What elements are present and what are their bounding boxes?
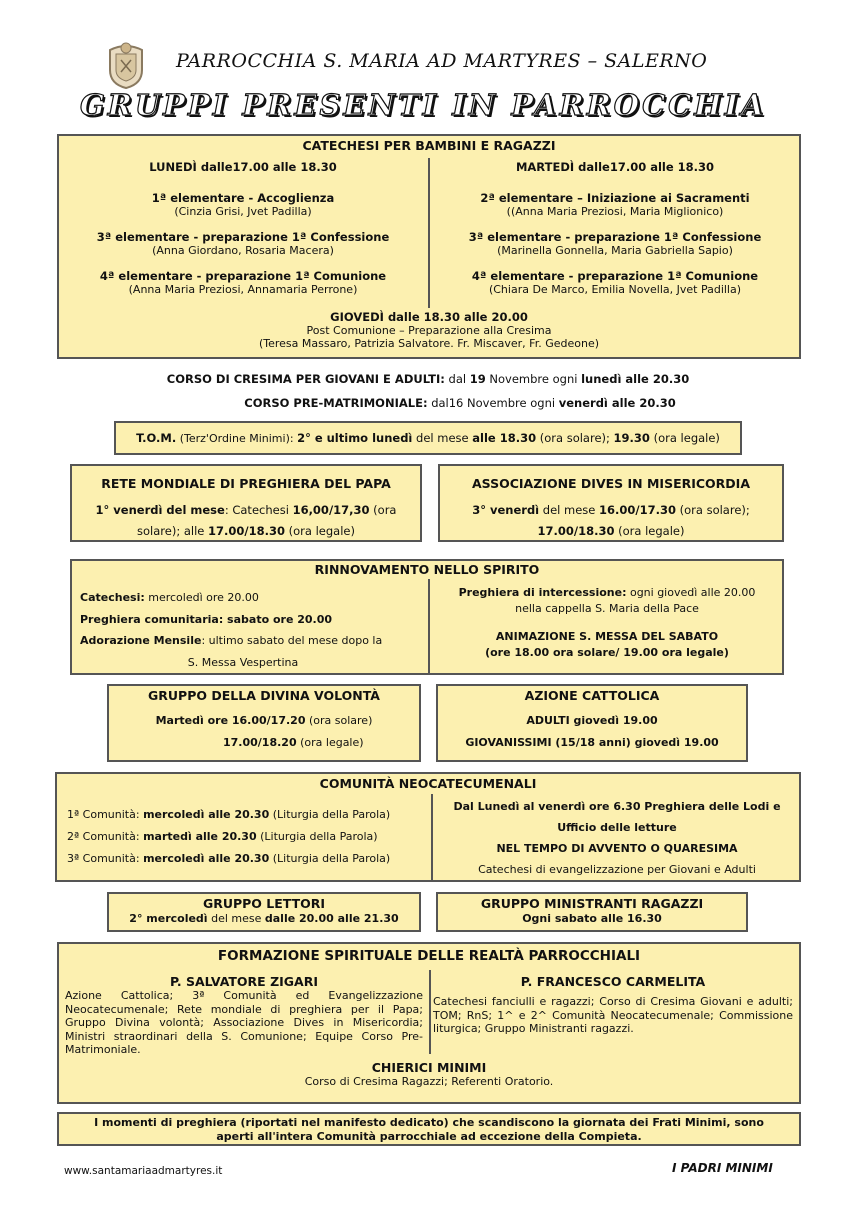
catechesi-right-item: 2ª elementare – Iniziazione ai Sacramenti [480,191,750,205]
azione-cattolica-box: AZIONE CATTOLICA ADULTI giovedì 19.00 GIOVANISSIMI (15/18 anni) giovedì 19.00 [436,684,748,762]
formazione-box: FORMAZIONE SPIRITUALE DELLE REALTÀ PARROCCHIALI P. SALVATORE ZIGARI Azione Cattolica; 3ª Comunità ed Evangelizzazione Neocatecumenale; Rete mondiale di preghiera per il Papa; Gruppo Divina volontà; Associazione Dives in Misericordia; Ministri straordinari della S. Comunione; Equipe Corso Pre-Matrimoniale. P. FRANCESCO CARMELITA Catechesi fanciulli e ragazzi; Corso di Cresima Giovani e adulti; TOM; RnS; 1^ e 2^ Comunità Neocatecumenale; Commissione liturgica; Gruppo Ministranti ragazzi. CHIERICI MINIMI Corso di Cresima Ragazzi; Referenti Oratorio. [57,942,801,1104]
rete-box: RETE MONDIALE DI PREGHIERA DEL PAPA 1° venerdì del mese: Catechesi 16,00/17,30 (ora solare); alle 17.00/18.30 (ora legale) [70,464,422,542]
catechesi-left-item: 1ª elementare - Accoglienza [151,191,335,205]
dives-box: ASSOCIAZIONE DIVES IN MISERICORDIA 3° venerdì del mese 16.00/17.30 (ora solare); 17.00/18.30 (ora legale) [438,464,784,542]
catechesi-left-item: 4ª elementare - preparazione 1ª Comunione [99,269,387,283]
neocat-row: 3ª Comunità: mercoledì alle 20.30 (Liturgia della Parola) [67,852,391,865]
catechesi-left: LUNEDÌ dalle17.00 alle 18.30 1ª elementare - Accoglienza (Cinzia Grisi, Jvet Padilla) 3ª elementare - preparazione 1ª Confessione (Anna Giordano, Rosaria Macera) 4ª elementare - preparazione 1ª Comunione (Anna Maria Preziosi, Annamaria Perrone) [59,160,427,296]
corso-cresima: CORSO DI CRESIMA PER GIOVANI E ADULTI: dal 19 Novembre ogni lunedì alle 20.30 [166,372,690,386]
lettori-box: GRUPPO LETTORI 2° mercoledì del mese dalle 20.00 alle 21.30 [107,892,421,932]
neocatecumenali-box: COMUNITÀ NEOCATECUMENALI 1ª Comunità: mercoledì alle 20.30 (Liturgia della Parola) 2ª Comunità: martedì alle 20.30 (Liturgia della Parola) 3ª Comunità: mercoledì alle 20.30 (Liturgia della Parola) Dal Lunedì al venerdì ore 6.30 Preghiera delle Lodi e Ufficio delle letture NEL TEMPO DI AVVENTO O QUARESIMA Catechesi di evangelizzazione per Giovani e Adulti [55,772,801,882]
neocat-row: 2ª Comunità: martedì alle 20.30 (Liturgia della Parola) [67,830,378,843]
catechesi-right-item: 4ª elementare - preparazione 1ª Comunione [471,269,759,283]
ministranti-box: GRUPPO MINISTRANTI RAGAZZI Ogni sabato alle 16.30 [436,892,748,932]
catechesi-title: CATECHESI PER BAMBINI E RAGAZZI [302,138,556,153]
parish-coat-of-arms-icon [104,40,148,90]
parish-name: PARROCCHIA S. MARIA AD MARTYRES – SALERNO [176,50,708,72]
signature: I PADRI MINIMI [672,1161,773,1175]
corso-prematrimoniale: CORSO PRE-MATRIMONIALE: dal16 Novembre ogni venerdì alle 20.30 [244,396,676,410]
page-title: GRUPPI PRESENTI IN PARROCCHIA [80,88,767,122]
neocat-row: 1ª Comunità: mercoledì alle 20.30 (Liturgia della Parola) [67,808,391,821]
website-link[interactable]: www.santamariaadmartyres.it [64,1165,223,1177]
catechesi-left-item: 3ª elementare - preparazione 1ª Confessione [96,230,390,244]
catechesi-right: MARTEDÌ dalle17.00 alle 18.30 2ª elementare – Iniziazione ai Sacramenti ((Anna Maria Preziosi, Maria Miglionico) 3ª elementare - preparazione 1ª Confessione (Marinella Gonnella, Maria Gabriella Sapio) 4ª elementare - preparazione 1ª Comunione (Chiara De Marco, Emilia Novella, Jvet Padilla) [431,160,799,296]
rns-box: RINNOVAMENTO NELLO SPIRITO Catechesi: mercoledì ore 20.00 Preghiera comunitaria: sabato ore 20.00 Adorazione Mensile: ultimo sabato del mese dopo la S. Messa Vespertina Preghiera di intercessione: ogni giovedì alle 20.00 nella cappella S. Maria della Pace ANIMAZIONE S. MESSA DEL SABATO (ore 18.00 ora solare/ 19.00 ora legale) [70,559,784,675]
catechesi-box [57,134,801,359]
tom-box: T.O.M. (Terz'Ordine Minimi): 2° e ultimo lunedì del mese alle 18.30 (ora solare); 19.30 (ora legale) [114,421,742,455]
catechesi-right-item: 3ª elementare - preparazione 1ª Confessione [468,230,762,244]
divina-volonta-box: GRUPPO DELLA DIVINA VOLONTÀ Martedì ore 16.00/17.20 (ora solare) 17.00/18.20 (ora legale) [107,684,421,762]
catechesi-giovedi: GIOVEDÌ dalle 18.30 alle 20.00 Post Comunione – Preparazione alla Cresima (Teresa Massaro, Patrizia Salvatore. Fr. Miscaver, Fr. Gedeone) [258,310,600,350]
note-box: I momenti di preghiera (riportati nel manifesto dedicato) che scandiscono la giornata dei Frati Minimi, sono aperti all'intera Comunità parrocchiale ad eccezione della Compieta. [57,1112,801,1146]
